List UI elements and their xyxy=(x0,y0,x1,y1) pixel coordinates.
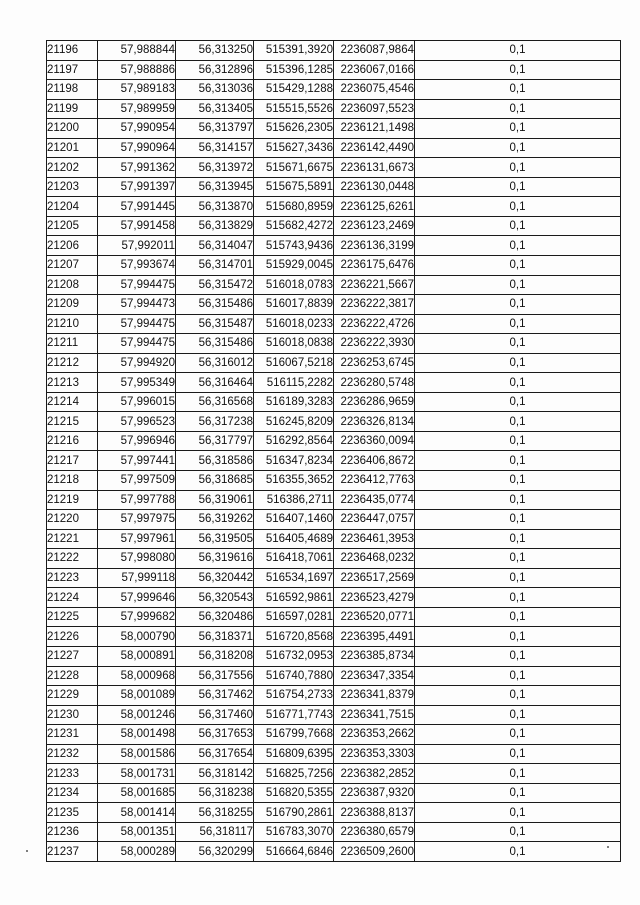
latitude-cell: 57,995349 xyxy=(98,373,176,393)
table-row xyxy=(47,705,621,725)
longitude-cell: 56,320486 xyxy=(176,607,254,627)
y-coordinate-cell: 2236388,8137 xyxy=(334,803,415,823)
point-number-cell: 21237 xyxy=(47,842,98,862)
longitude-cell: 56,319262 xyxy=(176,510,254,530)
table-row xyxy=(47,431,621,451)
longitude-cell: 56,319616 xyxy=(176,549,254,569)
table-row xyxy=(47,666,621,686)
table-row xyxy=(47,158,621,178)
longitude-cell: 56,313797 xyxy=(176,119,254,139)
table-row xyxy=(47,646,621,666)
longitude-cell: 56,316568 xyxy=(176,392,254,412)
y-coordinate-cell: 2236353,3303 xyxy=(334,744,415,764)
x-coordinate-cell: 516067,5218 xyxy=(254,353,334,373)
latitude-cell: 57,999118 xyxy=(98,568,176,588)
y-coordinate-cell: 2236387,9320 xyxy=(334,783,415,803)
latitude-cell: 57,994475 xyxy=(98,314,176,334)
x-coordinate-cell: 516407,1460 xyxy=(254,510,334,530)
x-coordinate-cell: 516018,0783 xyxy=(254,275,334,295)
accuracy-cell: 0,1 xyxy=(415,197,621,217)
longitude-cell: 56,313972 xyxy=(176,158,254,178)
y-coordinate-cell: 2236221,5667 xyxy=(334,275,415,295)
longitude-cell: 56,318208 xyxy=(176,646,254,666)
y-coordinate-cell: 2236520,0771 xyxy=(334,607,415,627)
y-coordinate-cell: 2236412,7763 xyxy=(334,471,415,491)
x-coordinate-cell: 516115,2282 xyxy=(254,373,334,393)
longitude-cell: 56,317238 xyxy=(176,412,254,432)
y-coordinate-cell: 2236142,4490 xyxy=(334,138,415,158)
accuracy-cell: 0,1 xyxy=(415,451,621,471)
point-number-cell: 21231 xyxy=(47,725,98,745)
table-row xyxy=(47,275,621,295)
point-number-cell: 21199 xyxy=(47,99,98,119)
y-coordinate-cell: 2236175,6476 xyxy=(334,256,415,276)
latitude-cell: 57,991397 xyxy=(98,177,176,197)
y-coordinate-cell: 2236123,2469 xyxy=(334,216,415,236)
table-row xyxy=(47,822,621,842)
latitude-cell: 58,000790 xyxy=(98,627,176,647)
table-row xyxy=(47,725,621,745)
accuracy-cell: 0,1 xyxy=(415,295,621,315)
accuracy-cell: 0,1 xyxy=(415,471,621,491)
latitude-cell: 57,994475 xyxy=(98,275,176,295)
point-number-cell: 21232 xyxy=(47,744,98,764)
x-coordinate-cell: 516820,5355 xyxy=(254,783,334,803)
y-coordinate-cell: 2236395,4491 xyxy=(334,627,415,647)
x-coordinate-cell: 515515,5526 xyxy=(254,99,334,119)
longitude-cell: 56,318238 xyxy=(176,783,254,803)
y-coordinate-cell: 2236253,6745 xyxy=(334,353,415,373)
coordinates-table-body xyxy=(47,41,621,862)
latitude-cell: 57,992011 xyxy=(98,236,176,256)
accuracy-cell: 0,1 xyxy=(415,119,621,139)
latitude-cell: 57,997975 xyxy=(98,510,176,530)
accuracy-cell: 0,1 xyxy=(415,764,621,784)
latitude-cell: 58,000289 xyxy=(98,842,176,862)
table-row xyxy=(47,256,621,276)
accuracy-cell: 0,1 xyxy=(415,783,621,803)
longitude-cell: 56,317462 xyxy=(176,686,254,706)
latitude-cell: 57,996946 xyxy=(98,431,176,451)
table-row xyxy=(47,177,621,197)
longitude-cell: 56,313250 xyxy=(176,41,254,61)
point-number-cell: 21206 xyxy=(47,236,98,256)
latitude-cell: 57,999682 xyxy=(98,607,176,627)
y-coordinate-cell: 2236087,9864 xyxy=(334,41,415,61)
x-coordinate-cell: 516799,7668 xyxy=(254,725,334,745)
y-coordinate-cell: 2236447,0757 xyxy=(334,510,415,530)
point-number-cell: 21198 xyxy=(47,80,98,100)
table-row xyxy=(47,510,621,530)
x-coordinate-cell: 515682,4272 xyxy=(254,216,334,236)
y-coordinate-cell: 2236353,2662 xyxy=(334,725,415,745)
point-number-cell: 21201 xyxy=(47,138,98,158)
y-coordinate-cell: 2236131,6673 xyxy=(334,158,415,178)
latitude-cell: 57,996523 xyxy=(98,412,176,432)
longitude-cell: 56,313829 xyxy=(176,216,254,236)
table-row xyxy=(47,568,621,588)
point-number-cell: 21227 xyxy=(47,646,98,666)
longitude-cell: 56,318117 xyxy=(176,822,254,842)
longitude-cell: 56,319061 xyxy=(176,490,254,510)
accuracy-cell: 0,1 xyxy=(415,158,621,178)
accuracy-cell: 0,1 xyxy=(415,373,621,393)
y-coordinate-cell: 2236121,1498 xyxy=(334,119,415,139)
x-coordinate-cell: 516720,8568 xyxy=(254,627,334,647)
longitude-cell: 56,315486 xyxy=(176,295,254,315)
latitude-cell: 57,994475 xyxy=(98,334,176,354)
x-coordinate-cell: 515680,8959 xyxy=(254,197,334,217)
accuracy-cell: 0,1 xyxy=(415,431,621,451)
point-number-cell: 21217 xyxy=(47,451,98,471)
point-number-cell: 21233 xyxy=(47,764,98,784)
y-coordinate-cell: 2236075,4546 xyxy=(334,80,415,100)
latitude-cell: 57,997441 xyxy=(98,451,176,471)
accuracy-cell: 0,1 xyxy=(415,392,621,412)
accuracy-cell: 0,1 xyxy=(415,549,621,569)
accuracy-cell: 0,1 xyxy=(415,803,621,823)
table-row xyxy=(47,353,621,373)
accuracy-cell: 0,1 xyxy=(415,705,621,725)
longitude-cell: 56,319505 xyxy=(176,529,254,549)
table-row xyxy=(47,744,621,764)
coordinates-table xyxy=(46,40,621,862)
latitude-cell: 58,000968 xyxy=(98,666,176,686)
table-row xyxy=(47,529,621,549)
x-coordinate-cell: 516825,7256 xyxy=(254,764,334,784)
y-coordinate-cell: 2236380,6579 xyxy=(334,822,415,842)
point-number-cell: 21214 xyxy=(47,392,98,412)
x-coordinate-cell: 516018,0233 xyxy=(254,314,334,334)
point-number-cell: 21216 xyxy=(47,431,98,451)
table-row xyxy=(47,138,621,158)
scan-speck-right xyxy=(607,846,609,848)
table-row xyxy=(47,607,621,627)
point-number-cell: 21203 xyxy=(47,177,98,197)
y-coordinate-cell: 2236347,3354 xyxy=(334,666,415,686)
y-coordinate-cell: 2236509,2600 xyxy=(334,842,415,862)
latitude-cell: 57,997961 xyxy=(98,529,176,549)
accuracy-cell: 0,1 xyxy=(415,529,621,549)
x-coordinate-cell: 516017,8839 xyxy=(254,295,334,315)
y-coordinate-cell: 2236097,5523 xyxy=(334,99,415,119)
y-coordinate-cell: 2236406,8672 xyxy=(334,451,415,471)
accuracy-cell: 0,1 xyxy=(415,99,621,119)
point-number-cell: 21234 xyxy=(47,783,98,803)
accuracy-cell: 0,1 xyxy=(415,353,621,373)
y-coordinate-cell: 2236222,3817 xyxy=(334,295,415,315)
table-row xyxy=(47,803,621,823)
y-coordinate-cell: 2236286,9659 xyxy=(334,392,415,412)
latitude-cell: 58,001498 xyxy=(98,725,176,745)
latitude-cell: 57,988844 xyxy=(98,41,176,61)
table-row xyxy=(47,334,621,354)
x-coordinate-cell: 515671,6675 xyxy=(254,158,334,178)
x-coordinate-cell: 516809,6395 xyxy=(254,744,334,764)
point-number-cell: 21210 xyxy=(47,314,98,334)
x-coordinate-cell: 515391,3920 xyxy=(254,41,334,61)
x-coordinate-cell: 516386,2711 xyxy=(254,490,334,510)
x-coordinate-cell: 516592,9861 xyxy=(254,588,334,608)
accuracy-cell: 0,1 xyxy=(415,256,621,276)
accuracy-cell: 0,1 xyxy=(415,646,621,666)
accuracy-cell: 0,1 xyxy=(415,588,621,608)
latitude-cell: 57,994920 xyxy=(98,353,176,373)
table-row xyxy=(47,99,621,119)
x-coordinate-cell: 516189,3283 xyxy=(254,392,334,412)
accuracy-cell: 0,1 xyxy=(415,314,621,334)
accuracy-cell: 0,1 xyxy=(415,177,621,197)
x-coordinate-cell: 515626,2305 xyxy=(254,119,334,139)
accuracy-cell: 0,1 xyxy=(415,138,621,158)
point-number-cell: 21200 xyxy=(47,119,98,139)
longitude-cell: 56,313945 xyxy=(176,177,254,197)
point-number-cell: 21213 xyxy=(47,373,98,393)
table-row xyxy=(47,471,621,491)
y-coordinate-cell: 2236468,0232 xyxy=(334,549,415,569)
longitude-cell: 56,313870 xyxy=(176,197,254,217)
accuracy-cell: 0,1 xyxy=(415,60,621,80)
latitude-cell: 57,997509 xyxy=(98,471,176,491)
point-number-cell: 21230 xyxy=(47,705,98,725)
point-number-cell: 21205 xyxy=(47,216,98,236)
latitude-cell: 58,001351 xyxy=(98,822,176,842)
x-coordinate-cell: 516534,1697 xyxy=(254,568,334,588)
x-coordinate-cell: 516018,0838 xyxy=(254,334,334,354)
latitude-cell: 58,000891 xyxy=(98,646,176,666)
x-coordinate-cell: 516740,7880 xyxy=(254,666,334,686)
longitude-cell: 56,320543 xyxy=(176,588,254,608)
longitude-cell: 56,317653 xyxy=(176,725,254,745)
accuracy-cell: 0,1 xyxy=(415,568,621,588)
x-coordinate-cell: 515743,9436 xyxy=(254,236,334,256)
point-number-cell: 21224 xyxy=(47,588,98,608)
point-number-cell: 21212 xyxy=(47,353,98,373)
table-row xyxy=(47,295,621,315)
table-row xyxy=(47,490,621,510)
point-number-cell: 21236 xyxy=(47,822,98,842)
latitude-cell: 57,989959 xyxy=(98,99,176,119)
accuracy-cell: 0,1 xyxy=(415,607,621,627)
y-coordinate-cell: 2236130,0448 xyxy=(334,177,415,197)
table-row xyxy=(47,588,621,608)
latitude-cell: 57,993674 xyxy=(98,256,176,276)
table-row xyxy=(47,80,621,100)
point-number-cell: 21223 xyxy=(47,568,98,588)
accuracy-cell: 0,1 xyxy=(415,666,621,686)
point-number-cell: 21222 xyxy=(47,549,98,569)
y-coordinate-cell: 2236222,4726 xyxy=(334,314,415,334)
table-row xyxy=(47,197,621,217)
x-coordinate-cell: 516732,0953 xyxy=(254,646,334,666)
point-number-cell: 21211 xyxy=(47,334,98,354)
latitude-cell: 57,991362 xyxy=(98,158,176,178)
table-row xyxy=(47,373,621,393)
longitude-cell: 56,317556 xyxy=(176,666,254,686)
accuracy-cell: 0,1 xyxy=(415,842,621,862)
point-number-cell: 21225 xyxy=(47,607,98,627)
latitude-cell: 57,991445 xyxy=(98,197,176,217)
y-coordinate-cell: 2236435,0774 xyxy=(334,490,415,510)
table-row xyxy=(47,764,621,784)
point-number-cell: 21208 xyxy=(47,275,98,295)
longitude-cell: 56,313036 xyxy=(176,80,254,100)
table-row xyxy=(47,216,621,236)
latitude-cell: 58,001246 xyxy=(98,705,176,725)
latitude-cell: 58,001414 xyxy=(98,803,176,823)
x-coordinate-cell: 516597,0281 xyxy=(254,607,334,627)
x-coordinate-cell: 516418,7061 xyxy=(254,549,334,569)
latitude-cell: 57,991458 xyxy=(98,216,176,236)
x-coordinate-cell: 516347,8234 xyxy=(254,451,334,471)
accuracy-cell: 0,1 xyxy=(415,686,621,706)
point-number-cell: 21228 xyxy=(47,666,98,686)
table-row xyxy=(47,627,621,647)
longitude-cell: 56,320442 xyxy=(176,568,254,588)
longitude-cell: 56,314157 xyxy=(176,138,254,158)
scan-speck-left xyxy=(26,850,28,852)
x-coordinate-cell: 516771,7743 xyxy=(254,705,334,725)
latitude-cell: 58,001731 xyxy=(98,764,176,784)
y-coordinate-cell: 2236385,8734 xyxy=(334,646,415,666)
point-number-cell: 21209 xyxy=(47,295,98,315)
y-coordinate-cell: 2236382,2852 xyxy=(334,764,415,784)
point-number-cell: 21196 xyxy=(47,41,98,61)
accuracy-cell: 0,1 xyxy=(415,236,621,256)
latitude-cell: 58,001089 xyxy=(98,686,176,706)
x-coordinate-cell: 516754,2733 xyxy=(254,686,334,706)
x-coordinate-cell: 515675,5891 xyxy=(254,177,334,197)
point-number-cell: 21215 xyxy=(47,412,98,432)
point-number-cell: 21202 xyxy=(47,158,98,178)
accuracy-cell: 0,1 xyxy=(415,490,621,510)
x-coordinate-cell: 516790,2861 xyxy=(254,803,334,823)
x-coordinate-cell: 516783,3070 xyxy=(254,822,334,842)
x-coordinate-cell: 515929,0045 xyxy=(254,256,334,276)
accuracy-cell: 0,1 xyxy=(415,822,621,842)
accuracy-cell: 0,1 xyxy=(415,216,621,236)
accuracy-cell: 0,1 xyxy=(415,744,621,764)
longitude-cell: 56,312896 xyxy=(176,60,254,80)
table-row xyxy=(47,686,621,706)
point-number-cell: 21204 xyxy=(47,197,98,217)
x-coordinate-cell: 515429,1288 xyxy=(254,80,334,100)
latitude-cell: 57,988886 xyxy=(98,60,176,80)
table-row xyxy=(47,236,621,256)
accuracy-cell: 0,1 xyxy=(415,725,621,745)
y-coordinate-cell: 2236341,7515 xyxy=(334,705,415,725)
longitude-cell: 56,317797 xyxy=(176,431,254,451)
table-row xyxy=(47,41,621,61)
longitude-cell: 56,318255 xyxy=(176,803,254,823)
y-coordinate-cell: 2236341,8379 xyxy=(334,686,415,706)
y-coordinate-cell: 2236136,3199 xyxy=(334,236,415,256)
x-coordinate-cell: 516664,6846 xyxy=(254,842,334,862)
x-coordinate-cell: 515396,1285 xyxy=(254,60,334,80)
point-number-cell: 21235 xyxy=(47,803,98,823)
y-coordinate-cell: 2236360,0094 xyxy=(334,431,415,451)
point-number-cell: 21207 xyxy=(47,256,98,276)
longitude-cell: 56,317654 xyxy=(176,744,254,764)
table-row xyxy=(47,549,621,569)
x-coordinate-cell: 516292,8564 xyxy=(254,431,334,451)
x-coordinate-cell: 516405,4689 xyxy=(254,529,334,549)
table-row xyxy=(47,451,621,471)
latitude-cell: 57,999646 xyxy=(98,588,176,608)
longitude-cell: 56,314047 xyxy=(176,236,254,256)
y-coordinate-cell: 2236326,8134 xyxy=(334,412,415,432)
latitude-cell: 57,997788 xyxy=(98,490,176,510)
point-number-cell: 21197 xyxy=(47,60,98,80)
y-coordinate-cell: 2236523,4279 xyxy=(334,588,415,608)
longitude-cell: 56,318371 xyxy=(176,627,254,647)
y-coordinate-cell: 2236125,6261 xyxy=(334,197,415,217)
latitude-cell: 57,990964 xyxy=(98,138,176,158)
longitude-cell: 56,318586 xyxy=(176,451,254,471)
point-number-cell: 21226 xyxy=(47,627,98,647)
latitude-cell: 57,989183 xyxy=(98,80,176,100)
longitude-cell: 56,313405 xyxy=(176,99,254,119)
latitude-cell: 57,996015 xyxy=(98,392,176,412)
longitude-cell: 56,320299 xyxy=(176,842,254,862)
point-number-cell: 21221 xyxy=(47,529,98,549)
latitude-cell: 57,994473 xyxy=(98,295,176,315)
longitude-cell: 56,317460 xyxy=(176,705,254,725)
longitude-cell: 56,315486 xyxy=(176,334,254,354)
longitude-cell: 56,315487 xyxy=(176,314,254,334)
longitude-cell: 56,316464 xyxy=(176,373,254,393)
x-coordinate-cell: 516245,8209 xyxy=(254,412,334,432)
longitude-cell: 56,318685 xyxy=(176,471,254,491)
latitude-cell: 58,001586 xyxy=(98,744,176,764)
accuracy-cell: 0,1 xyxy=(415,412,621,432)
accuracy-cell: 0,1 xyxy=(415,510,621,530)
point-number-cell: 21219 xyxy=(47,490,98,510)
point-number-cell: 21229 xyxy=(47,686,98,706)
y-coordinate-cell: 2236461,3953 xyxy=(334,529,415,549)
table-row xyxy=(47,314,621,334)
y-coordinate-cell: 2236517,2569 xyxy=(334,568,415,588)
table-row xyxy=(47,842,621,862)
accuracy-cell: 0,1 xyxy=(415,627,621,647)
accuracy-cell: 0,1 xyxy=(415,275,621,295)
y-coordinate-cell: 2236067,0166 xyxy=(334,60,415,80)
longitude-cell: 56,316012 xyxy=(176,353,254,373)
table-row xyxy=(47,119,621,139)
x-coordinate-cell: 516355,3652 xyxy=(254,471,334,491)
point-number-cell: 21218 xyxy=(47,471,98,491)
longitude-cell: 56,314701 xyxy=(176,256,254,276)
point-number-cell: 21220 xyxy=(47,510,98,530)
longitude-cell: 56,318142 xyxy=(176,764,254,784)
x-coordinate-cell: 515627,3436 xyxy=(254,138,334,158)
table-row xyxy=(47,783,621,803)
accuracy-cell: 0,1 xyxy=(415,334,621,354)
longitude-cell: 56,315472 xyxy=(176,275,254,295)
table-row xyxy=(47,392,621,412)
y-coordinate-cell: 2236280,5748 xyxy=(334,373,415,393)
latitude-cell: 58,001685 xyxy=(98,783,176,803)
table-row xyxy=(47,60,621,80)
accuracy-cell: 0,1 xyxy=(415,41,621,61)
accuracy-cell: 0,1 xyxy=(415,80,621,100)
y-coordinate-cell: 2236222,3930 xyxy=(334,334,415,354)
table-row xyxy=(47,412,621,432)
latitude-cell: 57,990954 xyxy=(98,119,176,139)
latitude-cell: 57,998080 xyxy=(98,549,176,569)
